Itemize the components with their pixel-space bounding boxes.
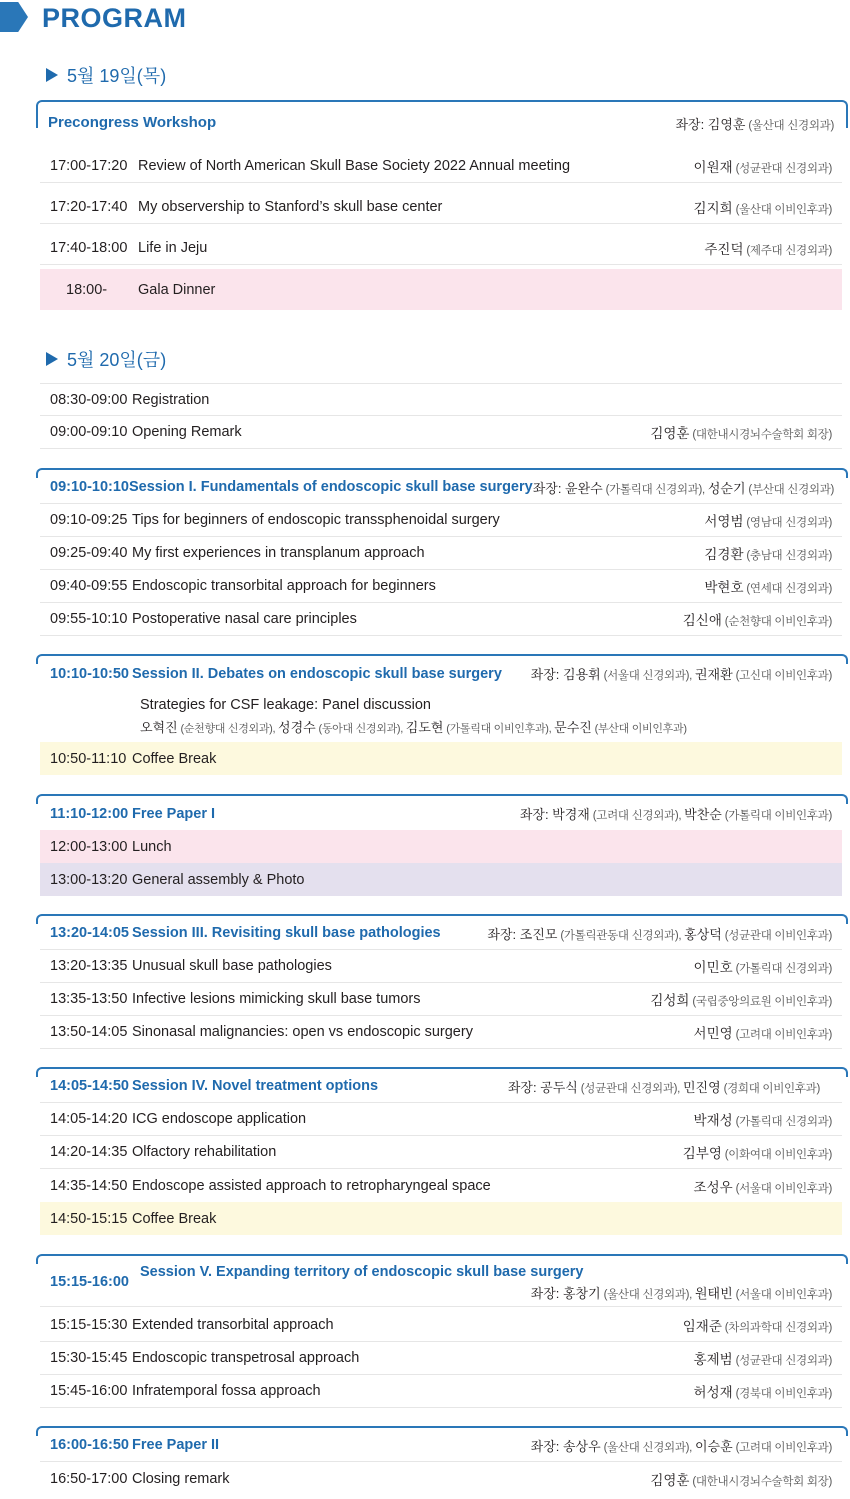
program-row (40, 1375, 842, 1408)
workshop-chair (675, 114, 842, 133)
program-row (40, 416, 842, 449)
panelist-affiliation: (부산대 이비인후과) (591, 723, 687, 735)
session-title: Free Paper II (132, 1437, 220, 1453)
program-row (40, 383, 842, 416)
row-time: 14:05-14:20 (50, 1111, 128, 1127)
speaker-name: 김부영 (682, 1146, 722, 1161)
chair-name: 성순기 (707, 480, 746, 496)
program-row (40, 232, 842, 265)
session-header (40, 1429, 842, 1462)
session-header (40, 1070, 842, 1103)
session-chairs (487, 924, 842, 943)
program-row (40, 150, 842, 183)
speaker-affiliation: (이화여대 이비인후과) (721, 1149, 832, 1161)
program-row (40, 1136, 842, 1169)
row-time: 14:20-14:35 (50, 1144, 128, 1160)
row-time: 14:50-15:15 (50, 1210, 128, 1227)
row-time: 10:50-11:10 (50, 750, 127, 767)
row-speaker (694, 1381, 842, 1401)
program-row (40, 1016, 842, 1049)
speaker-affiliation: (성균관대 신경외과) (732, 1355, 832, 1367)
speaker-name: 서영범 (704, 514, 744, 529)
row-speaker (650, 1469, 842, 1489)
chair-affiliation: (울산대 신경외과), (600, 1441, 695, 1454)
row-time: 09:55-10:10 (50, 611, 128, 627)
row-speaker (704, 510, 842, 530)
row-time: 09:25-09:40 (50, 545, 128, 561)
row-title: Closing remark (132, 1470, 230, 1487)
row-title: Endoscopic transpetrosal approach (132, 1350, 360, 1366)
program-header (0, 0, 260, 36)
coffee-break-row (40, 742, 842, 775)
session-title: Free Paper I (132, 805, 216, 822)
chair-affiliation: (부산대 신경외과) (745, 483, 835, 496)
free-paper-2-block (40, 1426, 848, 1496)
row-speaker (683, 609, 842, 629)
speaker-affiliation: (대한내시경뇌수술학회 회장) (689, 1475, 832, 1488)
program-row (40, 570, 842, 603)
chair-name: 원태빈 (694, 1286, 733, 1301)
speaker-name: 서민영 (693, 1026, 733, 1041)
chair-affiliation: (가톨릭대 이비인후과) (721, 810, 832, 822)
row-speaker (694, 1022, 842, 1042)
speaker-affiliation: (영남대 신경외과) (743, 517, 832, 529)
row-time: 15:45-16:00 (50, 1383, 128, 1399)
program-row (40, 1103, 842, 1136)
day1-label (46, 62, 166, 88)
session-chairs (533, 478, 844, 497)
speaker-name: 이민호 (693, 960, 733, 975)
program-row (40, 1309, 842, 1342)
program-row (40, 504, 842, 537)
row-speaker (694, 956, 842, 976)
panelist-name: 문수진 (554, 720, 592, 735)
chair-affiliation: (가톨릭대 신경외과), (602, 483, 708, 496)
session-time: 09:10-10:10 (50, 479, 129, 495)
row-title: Endoscope assisted approach to retropharyngeal space (132, 1177, 491, 1194)
speaker-name: 박재성 (693, 1113, 733, 1128)
row-title: ICG endoscope application (132, 1111, 307, 1127)
session-chairs (531, 664, 842, 683)
row-title: Postoperative nasal care principles (132, 611, 357, 627)
row-time: 15:15-15:30 (50, 1317, 128, 1333)
program-row (40, 1342, 842, 1375)
panel-discussion-title: Strategies for CSF leakage: Panel discussion (140, 697, 431, 713)
lunch-row (40, 830, 842, 863)
chair-affiliation: (고신대 이비인후과) (732, 670, 832, 682)
row-title: Tips for beginners of endoscopic transsphenoidal surgery (132, 512, 500, 528)
session-header (40, 471, 842, 504)
row-time: 13:35-13:50 (50, 991, 128, 1007)
chair-affiliation: (경희대 이비인후과) (720, 1082, 820, 1095)
chair-name: 좌장: 박경재 (519, 807, 590, 822)
chair-affiliation: (성균관대 신경외과), (577, 1082, 683, 1095)
speaker-affiliation: (국립중앙의료원 이비인후과) (689, 996, 832, 1008)
workshop-header (48, 114, 842, 133)
session-2-block (40, 654, 848, 778)
panelist-affiliation: (순천향대 신경외과), (177, 723, 279, 735)
row-time: 08:30-09:00 (50, 391, 128, 408)
program-row (40, 537, 842, 570)
chair-name: 좌장: 조진모 (487, 926, 558, 942)
chair-affiliation: (성균관대 이비인후과) (721, 929, 832, 942)
workshop-title: Precongress Workshop (48, 114, 217, 131)
speaker-name: 홍제범 (693, 1352, 733, 1367)
speaker-affiliation: (차의과학대 신경외과) (721, 1322, 832, 1334)
day2-label (46, 346, 166, 372)
session-chairs (531, 1283, 832, 1302)
row-time: 17:40-18:00 (50, 240, 128, 256)
chair-affiliation: (울산대 신경외과) (745, 120, 834, 132)
panelist-affiliation: (동아대 신경외과), (315, 723, 406, 735)
row-speaker (694, 156, 842, 176)
row-title: Infective lesions mimicking skull base tumors (132, 991, 421, 1007)
chair-affiliation: (울산대 신경외과), (600, 1289, 695, 1301)
row-title: Olfactory rehabilitation (132, 1144, 277, 1160)
chair-affiliation: (서울대 신경외과), (600, 670, 695, 682)
row-title: Unusual skull base pathologies (132, 958, 332, 974)
panelist-affiliation: (가톨릭대 이비인후과), (443, 723, 555, 735)
session-time: 14:05-14:50 (50, 1078, 129, 1094)
speaker-affiliation: (성균관대 신경외과) (732, 163, 832, 175)
day1-label-text: 5월 19일(목) (67, 66, 167, 86)
session-header (40, 917, 842, 950)
speaker-affiliation: (가톨릭대 신경외과) (732, 963, 832, 975)
row-time: 14:35-14:50 (50, 1177, 128, 1194)
row-title: Gala Dinner (138, 281, 216, 298)
row-time: 09:10-09:25 (50, 512, 128, 528)
coffee-break-row (40, 1202, 842, 1235)
row-title: Life in Jeju (138, 240, 208, 256)
session-time: 10:10-10:50 (50, 665, 129, 682)
speaker-affiliation: (울산대 이비인후과) (732, 204, 832, 216)
speaker-affiliation: (고려대 이비인후과) (732, 1029, 832, 1041)
row-title: Extended transorbital approach (132, 1317, 334, 1333)
triangle-icon (46, 68, 58, 82)
row-title: Sinonasal malignancies: open vs endoscopic surgery (132, 1024, 473, 1040)
row-title: Coffee Break (132, 750, 217, 767)
row-time: 17:20-17:40 (50, 199, 128, 215)
session-title: Session IV. Novel treatment options (132, 1078, 379, 1094)
speaker-affiliation: (순천향대 이비인후과) (721, 616, 832, 628)
panelist-name: 김도현 (405, 720, 444, 735)
speaker-name: 허성재 (693, 1385, 733, 1400)
chair-name: 좌장: 김용휘 (530, 667, 601, 682)
row-time: 17:00-17:20 (50, 158, 128, 174)
row-time: 09:40-09:55 (50, 578, 128, 594)
speaker-affiliation: (경북대 이비인후과) (732, 1388, 832, 1400)
opening-block (40, 383, 848, 449)
precongress-workshop-block (40, 100, 848, 312)
session-time: 15:15-16:00 (50, 1273, 129, 1290)
speaker-name: 조성우 (693, 1179, 733, 1195)
row-title: Lunch (132, 838, 172, 855)
chair-affiliation: (가톨릭관동대 신경외과), (557, 929, 685, 942)
chair-name: 좌장: 송상우 (530, 1438, 601, 1454)
row-time: 15:30-15:45 (50, 1350, 128, 1366)
chair-name: 좌장: 김영훈 (675, 117, 746, 132)
program-row (40, 191, 842, 224)
row-speaker (704, 238, 842, 258)
speaker-name: 김영훈 (650, 1472, 690, 1488)
chair-affiliation: (고려대 신경외과), (589, 810, 685, 822)
row-speaker (650, 422, 842, 442)
program-row (40, 983, 842, 1016)
row-title: Review of North American Skull Base Society 2022 Annual meeting (138, 158, 571, 174)
speaker-name: 김지희 (693, 201, 733, 216)
row-time: 18:00- (66, 281, 108, 298)
session-header (40, 657, 842, 690)
speaker-affiliation: (충남대 신경외과) (743, 550, 832, 562)
row-time: 13:20-13:35 (50, 958, 128, 974)
session-3-block (40, 914, 848, 1049)
row-title: Endoscopic transorbital approach for beginners (132, 578, 436, 594)
speaker-affiliation: (연세대 신경외과) (743, 583, 832, 595)
row-title: Opening Remark (132, 424, 242, 440)
session-header (40, 797, 842, 830)
speaker-affiliation: (제주대 신경외과) (743, 245, 832, 257)
row-speaker (683, 1315, 842, 1335)
panel-participants (140, 717, 687, 736)
program-row (40, 950, 842, 983)
panelist-name: 성경수 (278, 720, 316, 735)
chair-name: 좌장: 윤완수 (532, 480, 603, 496)
row-speaker (694, 197, 842, 217)
panelist-name: 오혁진 (140, 720, 178, 735)
chair-name: 권재환 (694, 667, 733, 682)
session-4-block (40, 1067, 848, 1235)
speaker-name: 김경환 (704, 547, 744, 562)
row-title: My observership to Stanford’s skull base center (138, 199, 443, 215)
session-time: 11:10-12:00 (50, 805, 129, 822)
row-speaker (650, 989, 842, 1009)
row-title: Coffee Break (132, 1210, 217, 1227)
row-time: 12:00-13:00 (50, 838, 128, 855)
session-title: Session I. Fundamentals of endoscopic skull base surgery (129, 479, 533, 495)
session-title: Session V. Expanding territory of endoscopic skull base surgery (140, 1264, 584, 1280)
row-title: General assembly & Photo (132, 871, 305, 888)
session-1-block (40, 468, 848, 636)
row-time: 13:00-13:20 (50, 871, 128, 888)
day2-label-text: 5월 20일(금) (67, 350, 167, 370)
speaker-affiliation: (가톨릭대 신경외과) (732, 1116, 832, 1128)
speaker-name: 박현호 (704, 580, 744, 595)
speaker-name: 주진덕 (704, 242, 744, 257)
row-time: 09:00-09:10 (50, 424, 128, 440)
chair-name: 좌장: 공두식 (507, 1079, 578, 1095)
session-title: Session II. Debates on endoscopic skull base surgery (132, 665, 502, 682)
speaker-name: 김성희 (650, 993, 690, 1008)
session-5-block (40, 1254, 848, 1409)
chair-name: 좌장: 홍창기 (530, 1286, 601, 1301)
chair-name: 홍상덕 (684, 926, 722, 942)
program-badge-icon (0, 2, 28, 32)
session-time: 16:00-16:50 (50, 1437, 129, 1453)
row-title: My first experiences in transplanum approach (132, 545, 425, 561)
session-time: 13:20-14:05 (50, 925, 129, 941)
free-paper-1-block (40, 794, 848, 896)
chair-name: 민진영 (682, 1079, 721, 1095)
chair-name: 이승훈 (694, 1438, 733, 1454)
row-speaker (694, 1109, 842, 1129)
speaker-name: 김신애 (682, 613, 722, 628)
row-speaker (704, 576, 842, 596)
session-title: Session III. Revisiting skull base pathologies (132, 925, 441, 941)
row-time: 16:50-17:00 (50, 1470, 128, 1487)
program-title: PROGRAM (42, 3, 187, 33)
row-speaker (704, 543, 842, 563)
chair-name: 박찬순 (684, 807, 722, 822)
row-time: 13:50-14:05 (50, 1024, 128, 1040)
gala-dinner-row (40, 269, 842, 310)
row-title: Registration (132, 391, 210, 408)
row-speaker (694, 1176, 842, 1196)
session-chairs (508, 1077, 842, 1096)
chair-affiliation: (고려대 이비인후과) (732, 1441, 832, 1454)
speaker-name: 임재준 (682, 1319, 722, 1334)
program-row (40, 603, 842, 636)
chair-affiliation: (서울대 이비인후과) (732, 1289, 832, 1301)
speaker-affiliation: (대한내시경뇌수술학회 회장) (689, 429, 832, 441)
closing-remark-row (40, 1462, 842, 1495)
program-row (40, 1169, 842, 1202)
general-assembly-row (40, 863, 842, 896)
triangle-icon (46, 352, 58, 366)
row-speaker (683, 1142, 842, 1162)
speaker-affiliation: (서울대 이비인후과) (732, 1182, 832, 1195)
row-title: Infratemporal fossa approach (132, 1383, 321, 1399)
session-chairs (531, 1436, 842, 1455)
session-chairs (520, 804, 842, 823)
row-speaker (694, 1348, 842, 1368)
speaker-name: 이원재 (693, 160, 733, 175)
speaker-name: 김영훈 (650, 426, 690, 441)
